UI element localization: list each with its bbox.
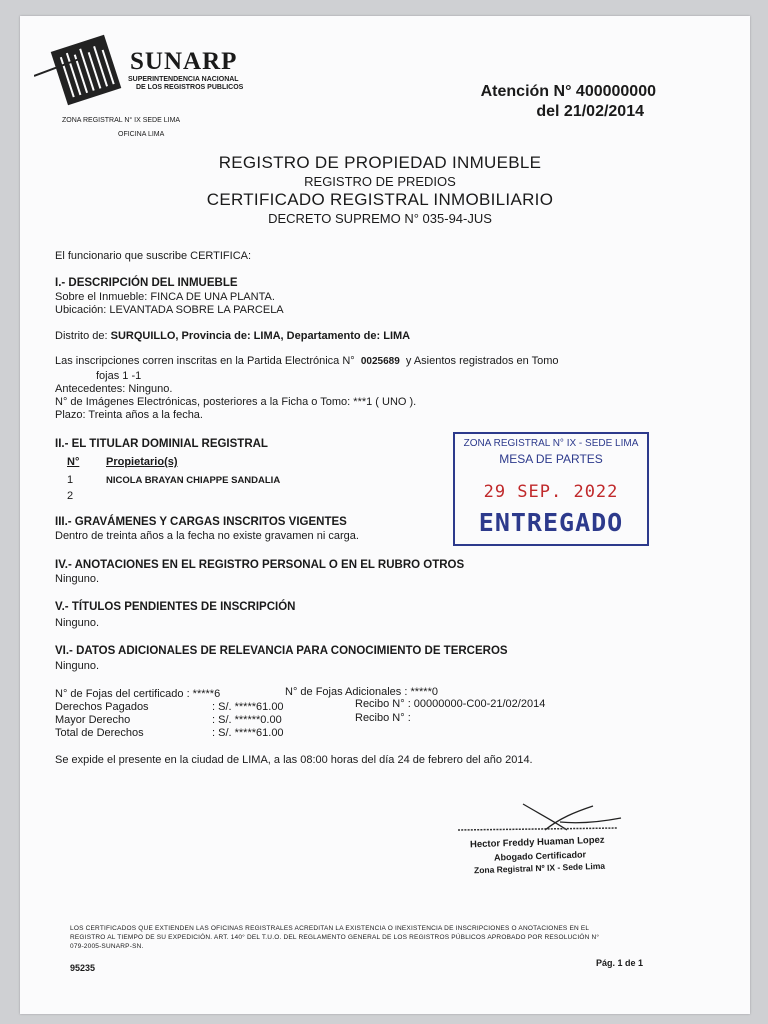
section-4-heading: IV.- ANOTACIONES EN EL REGISTRO PERSONAL O EN EL RUBRO OTROS [55, 559, 465, 571]
title-predios: REGISTRO DE PREDIOS [304, 174, 456, 189]
section-2-heading: II.- EL TITULAR DOMINIAL REGISTRAL [55, 438, 268, 450]
owner-row-number: 2 [67, 490, 74, 502]
title-certificado: CERTIFICADO REGISTRAL INMOBILIARIO [206, 190, 554, 209]
fee-label: Mayor Derecho [55, 714, 131, 726]
logo-subtitle: SUPERINTENDENCIA NACIONAL DE LOS REGISTROS PUBLICOS [128, 76, 244, 91]
fojas-certificado: N° de Fojas del certificado : *****6 [55, 688, 221, 700]
sobre-inmueble: Sobre el Inmueble: FINCA DE UNA PLANTA. [55, 291, 275, 303]
logo-stroke-icon [34, 56, 84, 80]
antecedentes: Antecedentes: Ninguno. [55, 383, 173, 395]
section-6-text: Ninguno. [55, 660, 100, 672]
title-registro: REGISTRO DE PROPIEDAD INMUEBLE [218, 153, 542, 172]
section-6-heading: VI.- DATOS ADICIONALES DE RELEVANCIA PARA CONOCIMIENTO DE TERCEROS [55, 645, 508, 657]
fee-label: Total de Derechos [55, 727, 144, 739]
stamp-zona: ZONA REGISTRAL N° IX - SEDE LIMA [463, 438, 639, 449]
owner-row-number: 1 [67, 474, 74, 486]
section-3-heading: III.- GRAVÁMENES Y CARGAS INSCRITOS VIGENTES [55, 516, 347, 528]
fojas: fojas 1 -1 [96, 370, 142, 382]
intro-text: El funcionario que suscribe CERTIFICA: [55, 250, 252, 262]
inscripciones-line: Las inscripciones corren inscritas en la Partida Electrónica N° 0025689 y Asientos registrados en Tomo [55, 355, 559, 367]
stamp-entregado: ENTREGADO [478, 508, 624, 537]
col-number: N° [67, 456, 80, 468]
fee-value: : S/. ******0.00 [212, 714, 282, 726]
section-3-text: Dentro de treinta años a la fecha no existe gravamen ni carga. [55, 530, 359, 542]
title-decreto: DECRETO SUPREMO N° 035-94-JUS [268, 211, 492, 226]
page-number: Pág. 1 de 1 [596, 958, 644, 968]
imagenes: N° de Imágenes Electrónicas, posteriores a la Ficha o Tomo: ***1 ( UNO ). [55, 396, 417, 408]
entregado-stamp [453, 432, 649, 546]
fee-value: : S/. *****61.00 [212, 701, 284, 713]
atencion-number: Atención N° 400000000 [480, 83, 656, 100]
owner-row-name: NICOLA BRAYAN CHIAPPE SANDALIA [106, 475, 281, 486]
signer-zona: Zona Registral Nº IX - Sede Lima [473, 860, 606, 876]
fee-label: Derechos Pagados [55, 701, 149, 713]
fojas-adicionales: N° de Fojas Adicionales : *****0 [285, 686, 438, 698]
plazo: Plazo: Treinta años a la fecha. [55, 409, 203, 421]
signer-role: Abogado Certificador [493, 849, 587, 863]
signer-name: Hector Freddy Huaman Lopez [469, 834, 605, 851]
expide-text: Se expide el presente en la ciudad de LIMA, a las 08:00 horas del día 24 de febrero del año 2014. [55, 754, 533, 766]
ubicacion: Ubicación: LEVANTADA SOBRE LA PARCELA [55, 304, 284, 316]
zona-label: ZONA REGISTRAL N° IX SEDE LIMA [62, 117, 181, 124]
fee-recibo: Recibo N° : 00000000-C00-21/02/2014 [355, 698, 546, 710]
stamp-mesa: MESA DE PARTES [499, 452, 603, 466]
atencion-date: del 21/02/2014 [536, 103, 644, 120]
footer-legal: LOS CERTIFICADOS QUE EXTIENDEN LAS OFICINAS REGISTRALES ACREDITAN LA EXISTENCIA O INEXISTENCIA DE INSCRIPCIONES O ANOTACIONES EN EL REGISTRO AL TIEMPO DE SU EXPEDICIÓN. ART. 140° DEL T.U.O. DEL REGLAMENTO GENERAL DE LOS REGISTROS PÚBLICOS APROBADO POR RESOLUCIÓN N° 079-2005-SUNARP-SN. [70, 925, 600, 950]
section-4-text: Ninguno. [55, 573, 100, 585]
section-5-heading: V.- TÍTULOS PENDIENTES DE INSCRIPCIÓN [55, 601, 296, 613]
section-5-text: Ninguno. [55, 617, 100, 629]
logo-name: SUNARP [130, 48, 238, 75]
stamp-date: 29 SEP. 2022 [483, 482, 619, 502]
oficina-label: OFICINA LIMA [118, 131, 165, 138]
distrito-line: Distrito de: SURQUILLO, Provincia de: LIMA, Departamento de: LIMA [55, 330, 411, 342]
fee-value: : S/. *****61.00 [212, 727, 284, 739]
col-propietario: Propietario(s) [106, 456, 178, 468]
section-1-heading: I.- DESCRIPCIÓN DEL INMUEBLE [55, 277, 238, 289]
footer-code: 95235 [70, 963, 96, 973]
fee-recibo: Recibo N° : [355, 712, 411, 724]
signature-line-icon [458, 826, 618, 834]
